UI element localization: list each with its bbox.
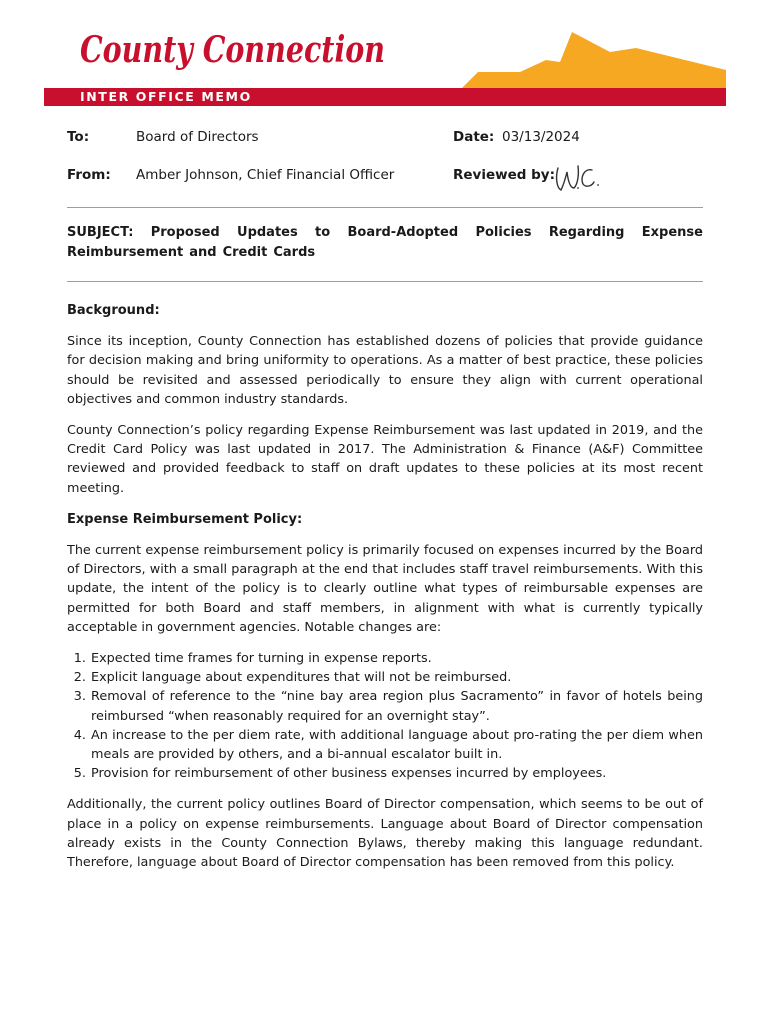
- list-item: 3. Removal of reference to the “nine bay area region plus Sacramento” in favor of hotels being reimbursed “when reasonably required for an overnight stay”.: [90, 687, 703, 725]
- date-value: 03/13/2024: [502, 129, 580, 145]
- from-value: Amber Johnson, Chief Financial Officer: [136, 167, 395, 183]
- date-label: Date:: [453, 129, 495, 145]
- expense-policy-paragraph-2: Additionally, the current policy outlines Board of Director compensation, which seems to be out of place in a policy on expense reimbursements. Language about Board of Director compensation already exists in the County Connection Bylaws, thereby making this language redundant. Therefore, language about Board of Director compensation has been removed from this policy.: [67, 797, 703, 871]
- memo-subject: SUBJECT: Proposed Updates to Board-Adopted Policies Regarding Expense Reimbursement and Credit Cards: [67, 225, 703, 260]
- memo-body: [67, 301, 703, 884]
- memo-banner-title: INTER OFFICE MEMO: [80, 89, 252, 104]
- to-label: To:: [67, 129, 90, 145]
- list-item: 5. Provision for reimbursement of other business expenses incurred by employees.: [90, 764, 703, 783]
- expense-policy-paragraph-1: The current expense reimbursement policy is primarily focused on expenses incurred by the Board of Directors, with a small paragraph at the end that includes staff travel reimbursements. With this update, the intent of the policy is to clearly outline what types of reimbursable expenses are permitted for both Board and staff members, in alignment with what is currently typically acceptable in government agencies. Notable changes are:: [67, 543, 703, 635]
- logo-text: County Connection: [80, 29, 385, 71]
- list-item: 2. Explicit language about expenditures that will not be reimbursed.: [90, 668, 703, 687]
- list-item: 4. An increase to the per diem rate, with additional language about pro-rating the per diem when meals are provided by others, and a bi-annual escalator built in.: [90, 726, 703, 764]
- county-connection-logo: [78, 22, 398, 72]
- reviewed-by-label: Reviewed by:: [453, 167, 555, 183]
- expense-policy-heading: Expense Reimbursement Policy:: [67, 511, 303, 527]
- notable-changes-list: [67, 649, 703, 783]
- to-value: Board of Directors: [136, 129, 259, 145]
- background-paragraph-1: Since its inception, County Connection has established dozens of policies that provide guidance for decision making and bring uniformity to operations. As a matter of best practice, these policies should be revisited and assessed periodically to ensure they align with current operational objectives and common industry standards.: [67, 334, 703, 407]
- background-heading: Background:: [67, 303, 160, 318]
- background-paragraph-2: County Connection’s policy regarding Expense Reimbursement was last updated in 2019, and the Credit Card Policy was last updated in 2017. The Administration & Finance (A&F) Committee reviewed and provided feedback to staff on draft updates to these policies at its most recent meeting.: [67, 423, 703, 496]
- mountain-logo-graphic: [460, 28, 726, 90]
- list-item: 1. Expected time frames for turning in expense reports.: [90, 649, 703, 668]
- subject-divider: [67, 281, 703, 282]
- from-label: From:: [67, 167, 111, 183]
- header-divider: [67, 207, 703, 208]
- reviewer-signature: [548, 160, 608, 196]
